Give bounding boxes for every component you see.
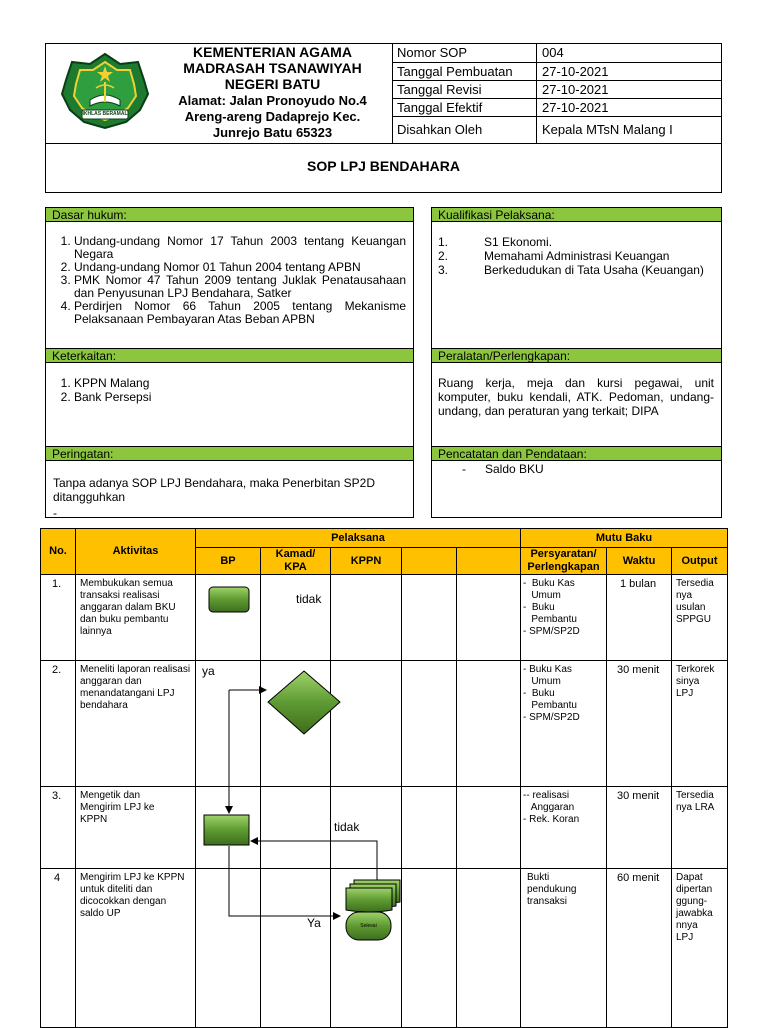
row-number: 1. — [52, 578, 62, 590]
section-kualifikasi-title: Kualifikasi Pelaksana: — [431, 207, 722, 222]
row-number: 2. — [52, 664, 62, 676]
meta-label-pembuatan: Tanggal Pembuatan — [397, 64, 513, 79]
persyaratan-line: - Buku Kas — [523, 578, 575, 589]
persyaratan-line: Pembantu — [523, 614, 577, 625]
section-dasar-hukum-title: Dasar hukum: — [45, 207, 414, 222]
address-line-1: Alamat: Jalan Pronoyudo No.4 — [178, 93, 367, 108]
process-step-3 — [204, 815, 249, 845]
terminator-label: Selesai — [360, 923, 377, 929]
row-aktivitas: Meneliti laporan realisasi anggaran dan menandatangani LPJ bendahara — [80, 664, 191, 711]
output-line: sinya — [676, 676, 700, 687]
org-line-3: NEGERI BATU — [224, 76, 321, 92]
persyaratan-line: Anggaran — [523, 802, 575, 813]
col-header-persyaratan-line: Persyaratan/ — [530, 548, 597, 560]
row-waktu: 30 menit — [617, 664, 660, 676]
meta-value-efektif: 27-10-2021 — [542, 100, 609, 115]
document-title: SOP LPJ BENDAHARA — [307, 158, 460, 174]
col-header-kppn: KPPN — [330, 547, 402, 575]
persyaratan-line: Pembantu — [523, 700, 577, 711]
col-header-bp: BP — [195, 547, 261, 575]
persyaratan-line: - SPM/SP2D — [523, 712, 580, 723]
dasar-hukum-item: 1. Undang-undang Nomor 17 Tahun 2003 tentang Keuangan Negara — [74, 235, 406, 261]
persyaratan-line: Bukti — [527, 872, 550, 883]
logo-ribbon-text: IKHLAS BERAMAL — [82, 111, 128, 117]
kualifikasi-num: 2. — [438, 249, 449, 263]
output-line: Tersedia — [676, 578, 714, 589]
meta-value-disahkan: Kepala MTsN Malang I — [542, 122, 673, 137]
output-line: Terkorek — [676, 664, 715, 675]
row-aktivitas: Membukukan semua transaksi realisasi anggaran dalam BKU dan buku pembantu lainnya — [80, 578, 176, 637]
row-waktu: 30 menit — [617, 790, 660, 802]
persyaratan-line: Umum — [523, 590, 561, 601]
output-line: jawabka — [676, 908, 713, 919]
section-keterkaitan-title: Keterkaitan: — [45, 348, 414, 363]
row-aktivitas: Mengetik dan Mengirim LPJ ke KPPN — [80, 790, 155, 825]
dasar-hukum-item: 2. Undang-undang Nomor 01 Tahun 2004 tentang APBN — [74, 261, 406, 274]
output-line: ggung- — [676, 896, 708, 907]
multi-document-step-4 — [346, 880, 400, 912]
decision-step-2 — [268, 671, 340, 734]
output-line: usulan — [676, 602, 706, 613]
output-line: Dapat — [676, 872, 703, 883]
col-header-kamad-line: KPA — [284, 561, 307, 573]
output-line: LPJ — [676, 688, 694, 699]
pencatatan-dash: - — [462, 462, 466, 476]
col-header-pelaksana: Pelaksana — [195, 528, 521, 548]
col-header-no: No. — [40, 528, 76, 575]
output-line: SPPGU — [676, 614, 712, 625]
persyaratan-line: - SPM/SP2D — [523, 626, 580, 637]
kualifikasi-text: Memahami Administrasi Keuangan — [484, 249, 670, 263]
dasar-hukum-item: 3. PMK Nomor 47 Tahun 2009 tentang Juklak Penatausahaan dan Penyusunan LPJ Bendahara, Satker — [74, 274, 406, 300]
pencatatan-text: Saldo BKU — [485, 462, 544, 476]
meta-value-revisi: 27-10-2021 — [542, 82, 609, 97]
section-peralatan-title: Peralatan/Perlengkapan: — [431, 348, 722, 363]
flow-label-ya-1: ya — [202, 664, 215, 678]
col-header-output: Output — [671, 547, 728, 575]
kualifikasi-text: Berkedudukan di Tata Usaha (Keuangan) — [484, 263, 704, 277]
org-line-1: KEMENTERIAN AGAMA — [193, 44, 352, 60]
connector-line — [251, 841, 377, 880]
row-waktu: 60 menit — [617, 872, 660, 884]
persyaratan-line: Umum — [523, 676, 561, 687]
dasar-hukum-item: 4. Perdirjen Nomor 66 Tahun 2005 tentang Mekanisme Pelaksanaan Pembayaran Atas Beban APBN — [74, 300, 406, 326]
meta-label-nomor: Nomor SOP — [397, 45, 468, 60]
col-header-aktivitas: Aktivitas — [75, 528, 196, 575]
col-header-kamad-line: Kamad/ — [275, 548, 316, 560]
persyaratan-line: pendukung — [527, 884, 577, 895]
output-line: LPJ — [676, 932, 694, 943]
meta-label-revisi: Tanggal Revisi — [397, 82, 482, 97]
output-line: dipertan — [676, 884, 713, 895]
process-step-1 — [209, 587, 249, 612]
output-line: nya LRA — [676, 802, 715, 813]
keterkaitan-item: 2. Bank Persepsi — [74, 390, 406, 404]
meta-label-efektif: Tanggal Efektif — [397, 100, 483, 115]
kualifikasi-text: S1 Ekonomi. — [484, 235, 553, 249]
persyaratan-line: - Rek. Koran — [523, 814, 580, 825]
meta-label-disahkan: Disahkan Oleh — [397, 122, 483, 137]
col-header-mutu-baku: Mutu Baku — [520, 528, 728, 548]
persyaratan-line: transaksi — [527, 896, 568, 907]
persyaratan-line: -- realisasi — [523, 790, 570, 801]
flow-label-ya-2: Ya — [307, 916, 321, 930]
section-pencatatan-title: Pencatatan dan Pendataan: — [431, 446, 722, 461]
row-aktivitas: Mengirim LPJ ke KPPN untuk diteliti dan dicocokkan dengan saldo UP — [80, 872, 185, 919]
flow-label-tidak-2: tidak — [334, 820, 360, 834]
meta-value-pembuatan: 27-10-2021 — [542, 64, 609, 79]
peringatan-dash: - — [53, 506, 57, 520]
persyaratan-line: - Buku Kas — [523, 664, 572, 675]
connector-line — [229, 846, 340, 916]
section-peringatan-title: Peringatan: — [45, 446, 414, 461]
kualifikasi-num: 3. — [438, 263, 449, 277]
col-header-waktu: Waktu — [606, 547, 672, 575]
peralatan-text: Ruang kerja, meja dan kursi pegawai, unit komputer, buku kendali, ATK. Pedoman, undang-undang, dan peraturan yang terkait; DIPA — [438, 376, 714, 418]
output-line: nya — [676, 590, 693, 601]
address-line-3: Junrejo Batu 65323 — [212, 125, 333, 140]
keterkaitan-item: 1. KPPN Malang — [74, 376, 406, 390]
col-header-persyaratan-line: Perlengkapan — [527, 561, 600, 573]
row-number: 3. — [52, 790, 62, 802]
org-line-2: MADRASAH TSANAWIYAH — [183, 60, 362, 76]
peringatan-text: Tanpa adanya SOP LPJ Bendahara, maka Penerbitan SP2D ditangguhkan — [53, 476, 375, 504]
row-waktu: 1 bulan — [620, 578, 657, 590]
meta-value-nomor: 004 — [542, 45, 564, 60]
output-line: nnya — [676, 920, 698, 931]
kualifikasi-num: 1. — [438, 235, 449, 249]
persyaratan-line: - Buku — [523, 688, 555, 699]
flow-label-tidak-1: tidak — [296, 592, 322, 606]
row-number: 4 — [54, 872, 61, 884]
output-line: Tersedia — [676, 790, 714, 801]
address-line-2: Areng-areng Dadaprejo Kec. — [184, 109, 361, 124]
persyaratan-line: - Buku — [523, 602, 555, 613]
